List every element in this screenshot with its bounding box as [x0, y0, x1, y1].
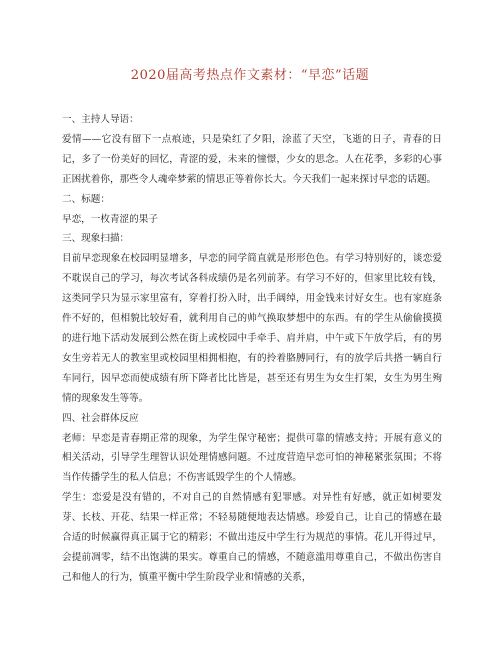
paragraph: 早恋，一枚青涩的果子: [62, 213, 158, 225]
section-heading: 二、标题：: [62, 193, 110, 205]
paragraph: 老师：早恋是青春期正常的现象，为学生保守秘密；提供可靠的情感支持；开展有意义的相关活动，引导学生理智认识处理情感问题。不过度营造早恋可怕的神秘紧张氛围；不将当作传播学生的私人信息；不伤害诋毁学生的个人情感。: [62, 432, 442, 484]
document-body: [62, 110, 442, 588]
paragraph: 学生：恋爱是没有错的，不对自己的自然情感有犯罪感。对异性有好感，就正如树要发芽、长枝、开花、结果一样正常；不轻易随便地表达情感。珍爱自己，让自己的情感在最合适的时候赢得真正属于它的精彩；不做出违反中学生行为规范的事情。花儿开得过早，会提前凋零，结不出饱满的果实。尊重自己的情感，不随意滥用尊重自己，不做出伤害自己和他人的行为，慎重平衡中学生阶段学业和情感的关系，: [62, 492, 442, 583]
paragraph: 爱情——它没有留下一点痕迹，只是染红了夕阳，涂蓝了天空，飞逝的日子，青春的日记，多了一份美好的回忆，青涩的爱，未来的憧憬，少女的思念。人在花季，多彩的心事正困扰着你，那些令人魂牵梦萦的情思正等着你长大。今天我们一起来探讨早恋的话题。: [62, 133, 442, 185]
paragraph: 目前早恋现象在校园明显增多，早恋的同学简直就是形形色色。有学习特别好的，谈恋爱不耽误自己的学习，每次考试各科成绩仍是名列前茅。有学习不好的，但家里比较有钱，这类同学只为显示家里富有，穿着打扮入时，出手阔绰，用金钱来讨好女生。也有家庭条件不好的，但相貌比较好看，就利用自己的帅气换取梦想中的东西。有的学生从偷偷摸摸的进行地下活动发展到公然在街上或校园中手牵手、肩并肩，中午或下午放学后，有的男女生旁若无人的教室里或校园里相拥相抱，有的拎着胳膊同行，有的放学后共搭一辆自行车同行，因早恋而使成绩有所下降者比比皆是，甚至还有男生为女生打架，女生为男生殉情的现象发生等等。: [62, 253, 442, 404]
document-title: 2020届高考热点作文素材：“早恋”话题: [130, 68, 370, 83]
section-heading: 三、现象扫描：: [62, 233, 130, 245]
section-heading: 四、社会群体反应: [62, 412, 139, 424]
section-heading: 一、主持人导语：: [62, 114, 139, 125]
